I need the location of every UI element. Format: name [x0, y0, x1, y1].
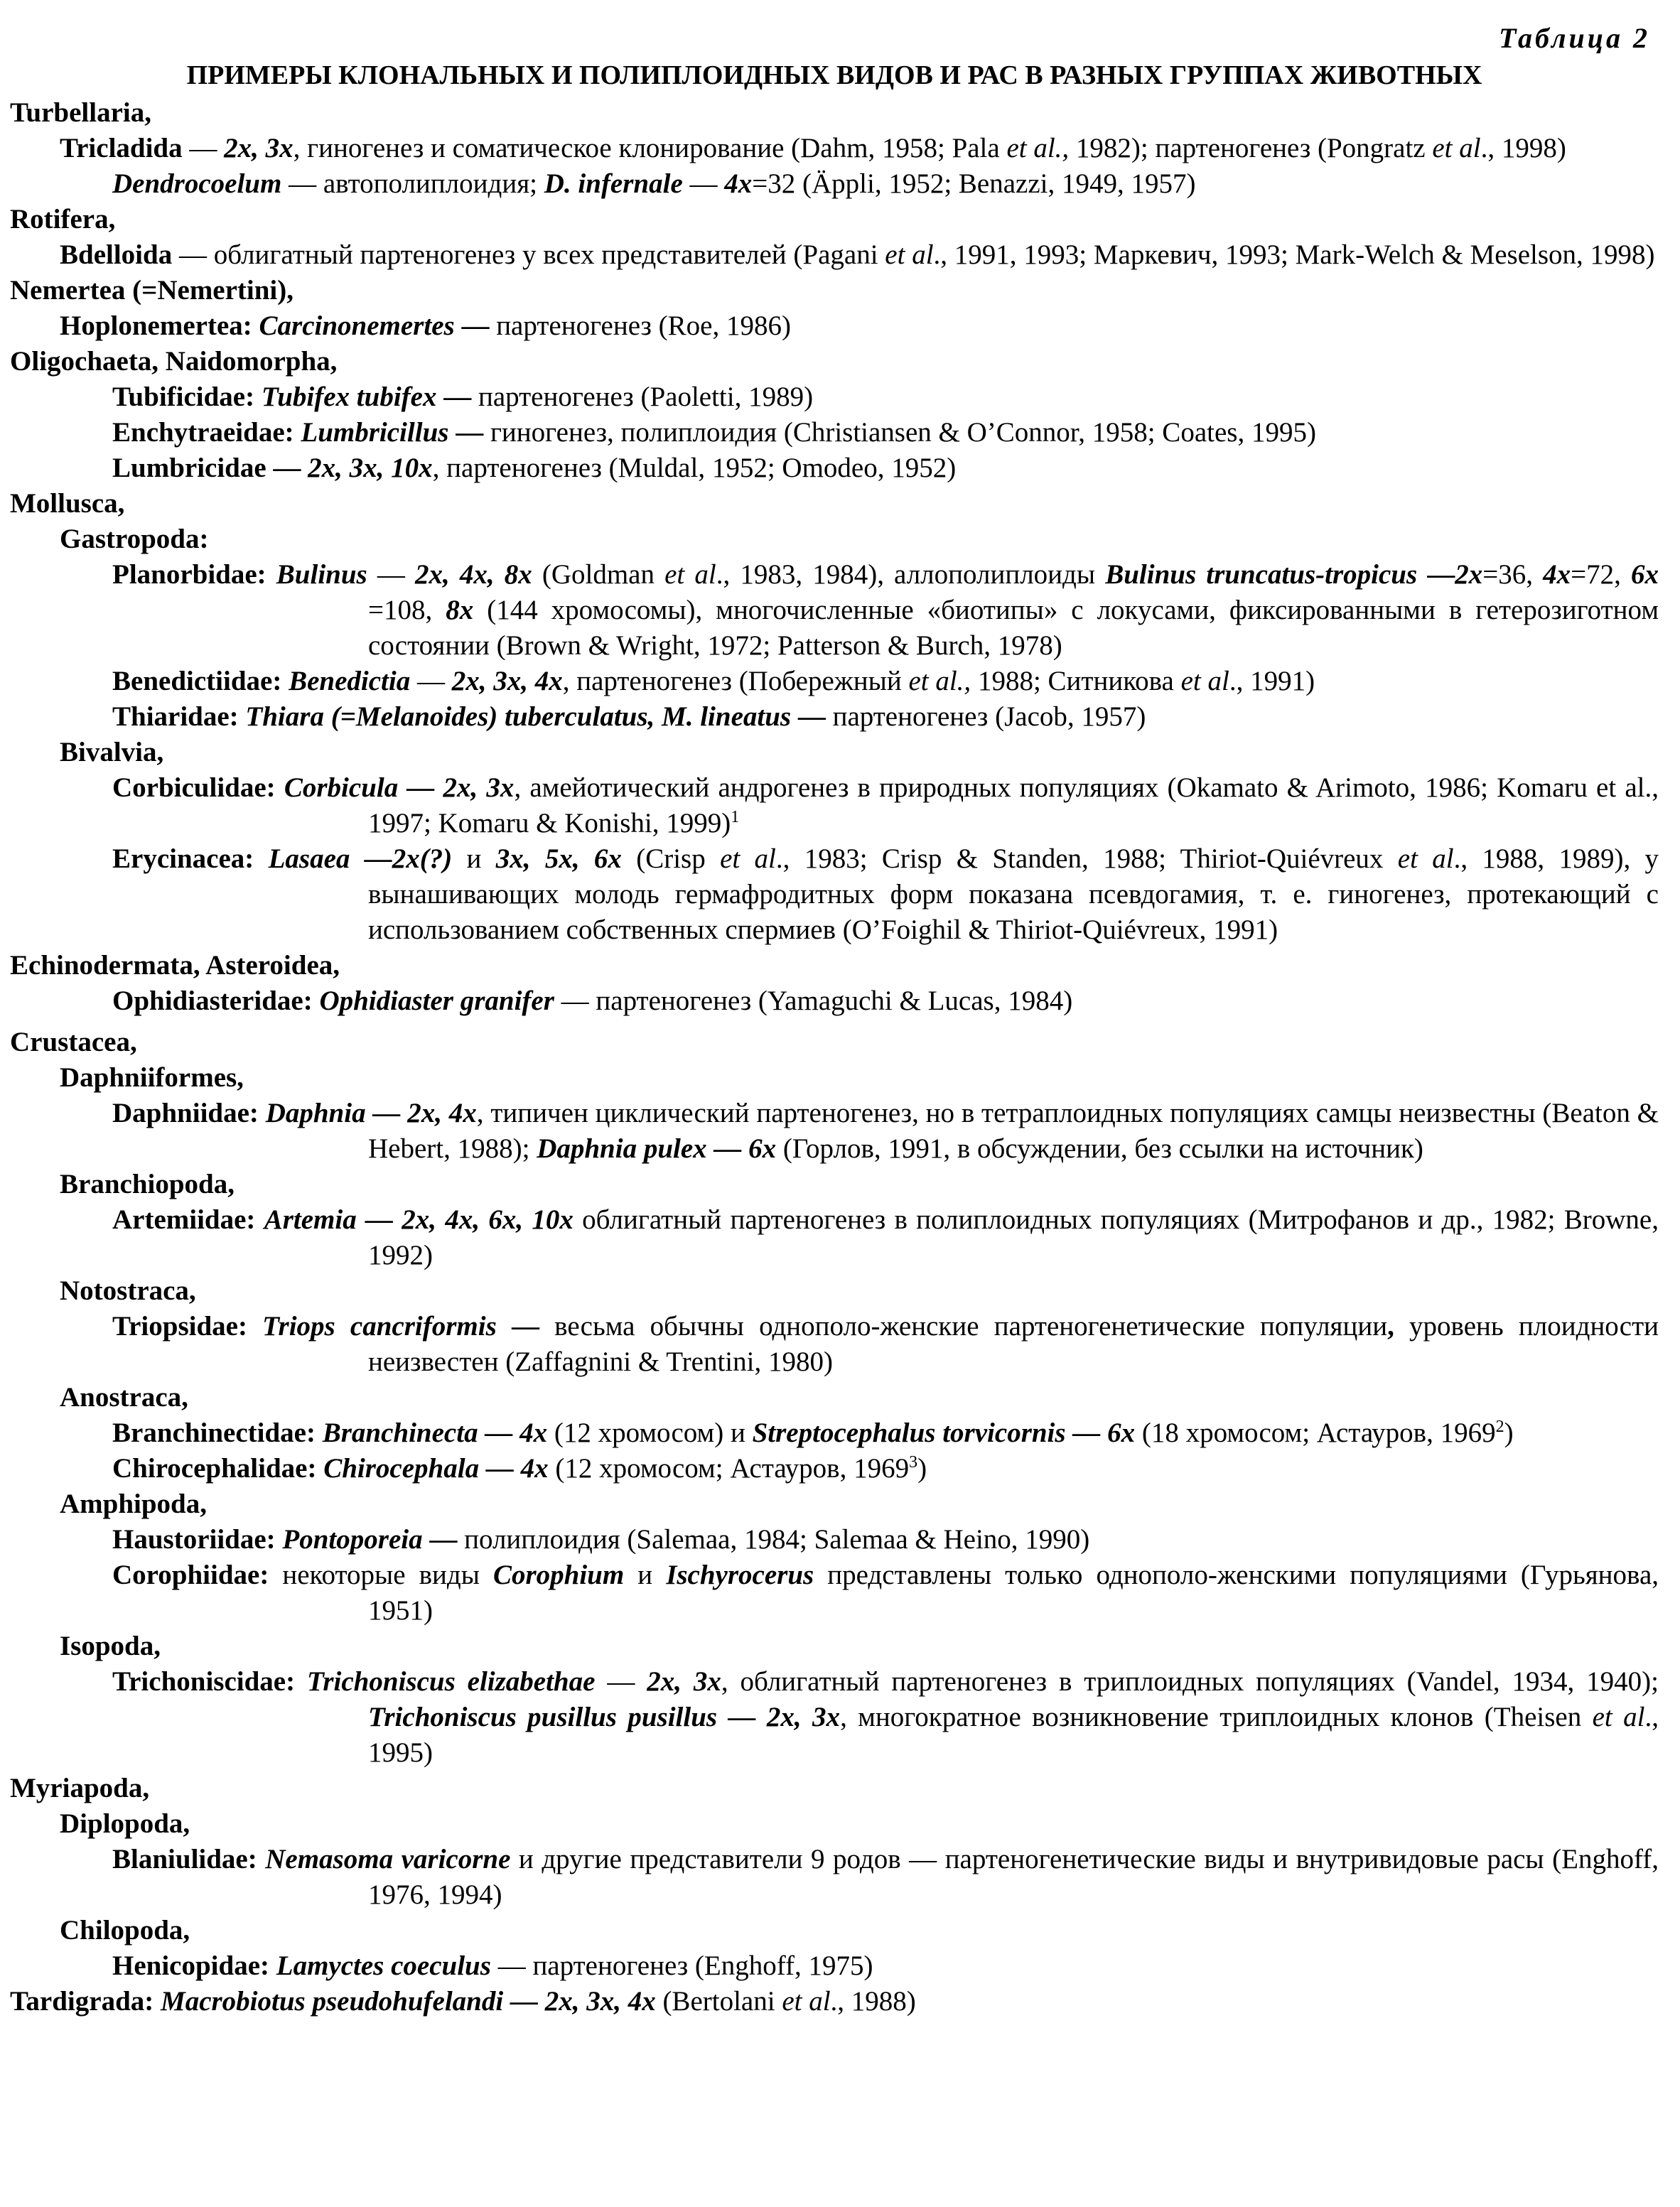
taxon-nemertea: Nemertea (=Nemertini), — [10, 275, 294, 306]
taxon-notostraca: Notostraca, — [60, 1275, 196, 1306]
entry-haustoriidae: Haustoriidae: Pontoporeia — полиплоидия (Salemaa, 1984; Salemaa & Heino, 1990) — [112, 1524, 1090, 1555]
entry-trichoniscidae: Trichoniscidae: Trichoniscus elizabethae — 2x, 3x, облигатный партеногенез в триплоидных популяциях (Vandel, 1934, 1940); Trichoniscus pusillus pusillus — 2x, 3x, многократное возникновение триплоидных клонов (Theisen et al., 1995) — [112, 1666, 1659, 1768]
entry-dendrocoelum: Dendrocoelum — автополиплоидия; D. infernale — 4x=32 (Äppli, 1952; Benazzi, 1949, 1957) — [112, 168, 1196, 199]
table-heading: ПРИМЕРЫ КЛОНАЛЬНЫХ И ПОЛИПЛОИДНЫХ ВИДОВ И РАС В РАЗНЫХ ГРУППАХ ЖИВОТНЫХ — [186, 60, 1482, 90]
entry-corophiidae: Corophiidae: некоторые виды Corophium и Ischyrocerus представлены только однополо-женскими популяциями (Гурьянова, 1951) — [112, 1560, 1659, 1626]
entry-henicopidae: Henicopidae: Lamyctes coeculus — партеногенез (Enghoff, 1975) — [112, 1950, 873, 1981]
taxon-myriapoda: Myriapoda, — [10, 1773, 150, 1803]
taxon-daphniiformes: Daphniiformes, — [60, 1062, 244, 1093]
entry-tubificidae: Tubificidae: Tubifex tubifex — партеногенез (Paoletti, 1989) — [112, 382, 814, 412]
entry-ophidiasteridae: Ophidiasteridae: Ophidiaster granifer — партеногенез (Yamaguchi & Lucas, 1984) — [112, 986, 1073, 1016]
taxon-rotifera: Rotifera, — [10, 204, 116, 234]
taxon-oligochaeta: Oligochaeta, Naidomorpha, — [10, 346, 338, 377]
taxon-amphipoda: Amphipoda, — [60, 1489, 207, 1519]
taxon-branchiopoda: Branchiopoda, — [60, 1169, 235, 1199]
entry-bdelloida: Bdelloida — облигатный партеногенез у всех представителей (Pagani et al., 1991, 1993; Маркевич, 1993; Mark-Welch & Meselson, 1998) — [60, 239, 1655, 270]
taxon-crustacea: Crustacea, — [10, 1027, 137, 1057]
taxon-isopoda: Isopoda, — [60, 1631, 161, 1661]
entry-chirocephalidae: Chirocephalidae: Chirocephala — 4x (12 хромосом; Астауров, 1969$^3$) — [112, 1453, 927, 1484]
entry-tricladida: Tricladida — 2x, 3x, гиногенез и соматическое клонирование (Dahm, 1958; Pala et al., 1982); партеногенез (Pongratz et al., 1998) — [60, 133, 1566, 163]
entry-daphniidae: Daphniidae: Daphnia — 2x, 4x, типичен циклический партеногенез, но в тетраплоидных популяциях самцы неизвестны (Beaton & Hebert, 1988); Daphnia pulex — 6x (Горлов, 1991, в обсуждении, без ссылки на источник) — [112, 1098, 1659, 1164]
entry-hoplonemertea: Hoplonemertea: Carcinonemertes — партеногенез (Roe, 1986) — [60, 311, 791, 341]
taxon-bivalvia: Bivalvia, — [60, 737, 164, 767]
entry-artemiidae: Artemiidae: Artemia — 2x, 4x, 6x, 10x облигатный партеногенез в полиплоидных популяциях (Митрофанов и др., 1982; Browne, 1992) — [112, 1204, 1659, 1270]
entry-planorbidae: Planorbidae: Bulinus — 2x, 4x, 8x (Goldman et al., 1983, 1984), аллополиплоиды Bulinus truncatus-tropicus —2x=36, 4x=72, 6x =108, 8x (144 хромосомы), многочисленные «биотипы» с локусами, фиксированными в гетерозиготном состоянии (Brown & Wright, 1972; Patterson & Burch, 1978) — [112, 559, 1659, 661]
entry-tardigrada: Tardigrada: Macrobiotus pseudohufelandi — 2x, 3x, 4x (Bertolani et al., 1988) — [10, 1986, 916, 2017]
taxon-anostraca: Anostraca, — [60, 1382, 188, 1413]
entry-blaniulidae: Blaniulidae: Nemasoma varicorne и другие представители 9 родов — партеногенетические виды и внутривидовые расы (Enghoff, 1976, 1994) — [112, 1844, 1659, 1910]
taxon-chilopoda: Chilopoda, — [60, 1915, 190, 1946]
table-caption: Таблица 2 — [1499, 22, 1650, 54]
entry-benedictiidae: Benedictiidae: Benedictia — 2x, 3x, 4x, партеногенез (Побережный et al., 1988; Ситникова et al., 1991) — [112, 666, 1315, 696]
taxon-gastropoda: Gastropoda: — [60, 524, 209, 554]
entry-erycinacea: Erycinacea: Lasaea —2x(?) и 3x, 5x, 6x (Crisp et al., 1983; Crisp & Standen, 1988; Thiriot-Quiévreux et al., 1988, 1989), у вынашивающих молодь гермафродитных форм показана псевдогамия, т. е. гиногенез, протекающий с использованием собственных спермиев (O’Foighil & Thiriot-Quiévreux, 1991) — [112, 843, 1659, 945]
entry-enchytraeidae: Enchytraeidae: Lumbricillus — гиногенез, полиплоидия (Christiansen & O’Connor, 1958; Coates, 1995) — [112, 417, 1316, 448]
taxon-diplopoda: Diplopoda, — [60, 1808, 190, 1839]
entry-lumbricidae: Lumbricidae — 2x, 3x, 10x, партеногенез (Muldal, 1952; Omodeo, 1952) — [112, 453, 957, 483]
entry-triopsidae: Triopsidae: Triops cancriformis — весьма обычны однополо-женские партеногенетические популяции, уровень плоидности неизвестен (Zaffagnini & Trentini, 1980) — [112, 1311, 1659, 1377]
taxon-mollusca: Mollusca, — [10, 488, 125, 519]
taxon-turbellaria: Turbellaria, — [10, 97, 151, 128]
entry-thiaridae: Thiaridae: Thiara (=Melanoides) tuberculatus, M. lineatus — партеногенез (Jacob, 1957) — [112, 701, 1146, 732]
taxon-echinodermata: Echinodermata, Asteroidea, — [10, 950, 340, 981]
spacer — [10, 1019, 1659, 1025]
entry-branchinectidae: Branchinectidae: Branchinecta — 4x (12 хромосом) и Streptocephalus torvicornis — 6x (18 хромосом; Астауров, 1969$^2$) — [112, 1418, 1514, 1448]
entry-corbiculidae: Corbiculidae: Corbicula — 2x, 3x, амейотический андрогенез в природных популяциях (Okamato & Arimoto, 1986; Komaru et al., 1997; Komaru & Konishi, 1999)$^1$ — [112, 772, 1659, 838]
